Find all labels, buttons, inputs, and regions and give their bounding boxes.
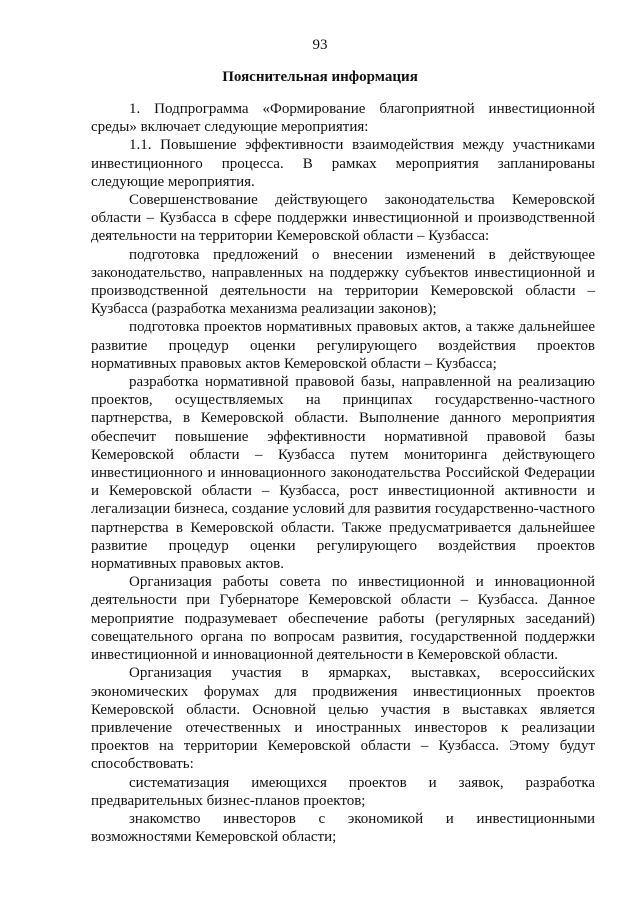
- paragraph: систематизация имеющихся проектов и заявок, разработка предварительных бизнес-планов проектов;: [91, 774, 595, 809]
- paragraph: знакомство инвесторов с экономикой и инвестиционными возможностями Кемеровской области;: [91, 810, 595, 846]
- paragraph: Организация участия в ярмарках, выставках, всероссийских экономических форумах для продвижения инвестиционных проектов Кемеровской области. Основной целью участия в выставках является привлечение отечественных и иностранных инвесторов к реализации проектов на территории Кемеровской области – Кузбасса. Этому будут способствовать:: [91, 665, 595, 773]
- paragraph: подготовка предложений о внесении изменений в действующее законодательство, направленных на поддержку субъектов инвестиционной и производственной деятельности на территории Кемеровской области – Кузбасса (разработка механизма реализации законов);: [91, 246, 595, 318]
- document-title: Пояснительная информация: [222, 69, 418, 85]
- paragraph: разработка нормативной правовой базы, направленной на реализацию проектов, осуществляемых на принципах государственно-частного партнерства, в Кемеровской области. Выполнение данного мероприятия обеспечит повышение эффективности нормативной правовой базы Кемеровской области – Кузбасса путем мониторинга действующего инвестиционного и инновационного законодательства Российской Федерации и Кемеровской области – Кузбасса, рост инвестиционной активности и легализации бизнеса, создание условий для развития государственно-частного партнерства в Кемеровской области. Также предусматривается дальнейшее развитие процедур оценки регулирующего воздействия проектов нормативных правовых актов.: [91, 374, 595, 573]
- document-body: [91, 100, 595, 846]
- page-number: 93: [312, 37, 328, 53]
- paragraph: Организация работы совета по инвестиционной и инновационной деятельности при Губернаторе Кемеровской области – Кузбасса. Данное мероприятие подразумевает обеспечение работы (регулярных заседаний) совещательного органа по вопросам развития, государственной поддержки инвестиционной и инновационной деятельности в Кемеровской области.: [91, 574, 595, 664]
- paragraph: 1.1. Повышение эффективности взаимодействия между участниками инвестиционного процесса. В рамках мероприятия запланированы следующие мероприятия.: [91, 137, 595, 190]
- paragraph: 1. Подпрограмма «Формирование благоприятной инвестиционной среды» включает следующие мероприятия:: [91, 101, 595, 136]
- paragraph: Совершенствование действующего законодательства Кемеровской области – Кузбасса в сфере поддержки инвестиционной и производственной деятельности на территории Кемеровской области – Кузбасса:: [91, 192, 595, 245]
- paragraph: подготовка проектов нормативных правовых актов, а также дальнейшее развитие процедур оценки регулирующего воздействия проектов нормативных правовых актов Кемеровской области – Кузбасса;: [91, 319, 595, 372]
